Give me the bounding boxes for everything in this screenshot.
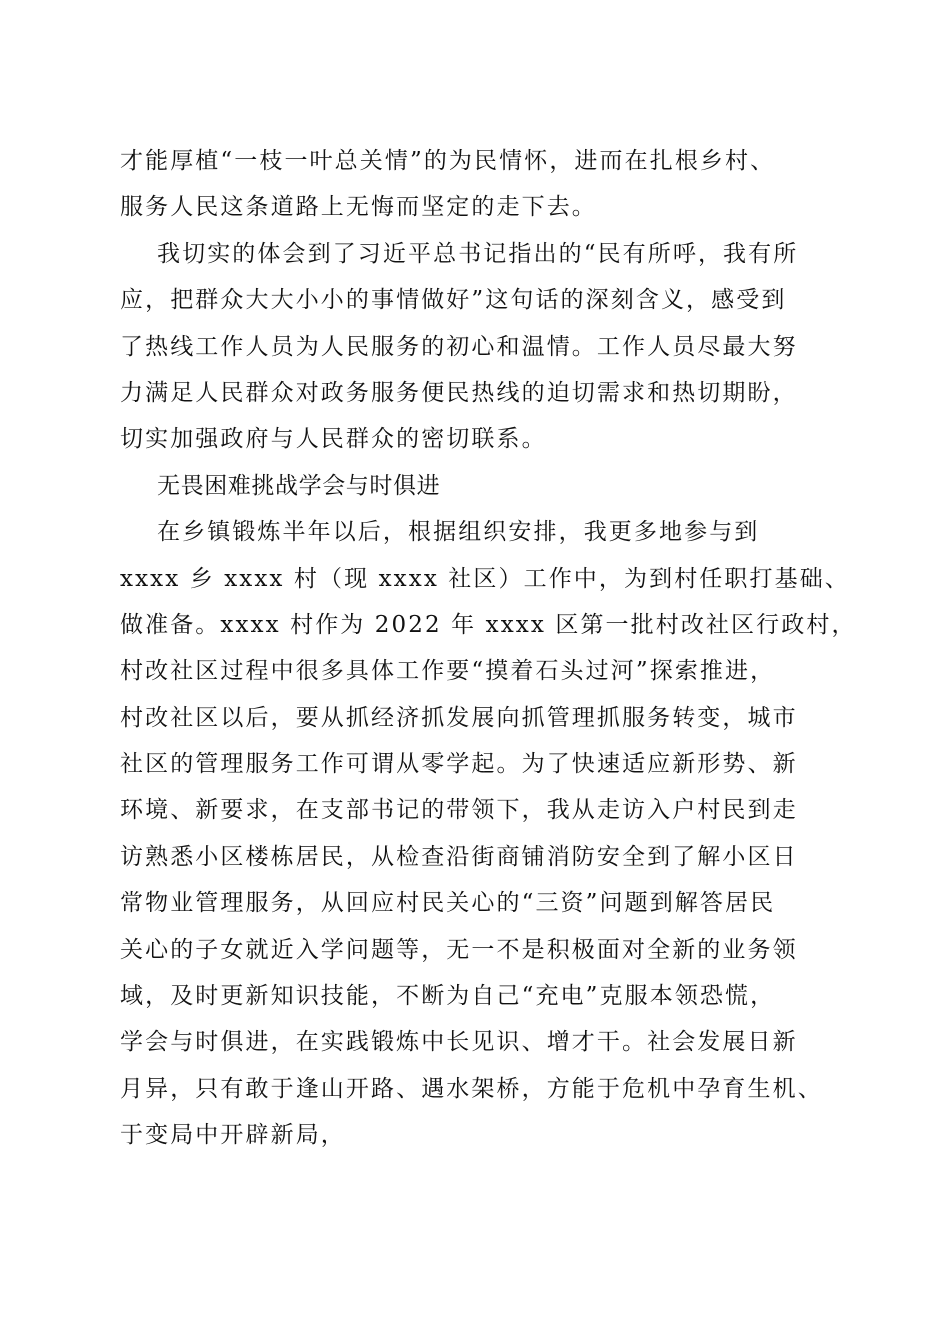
text-line-10: xxxx 乡 xxxx 村（现 xxxx 社区）工作中，为到村任职打基础、 [120, 565, 850, 592]
text-line-13: 村改社区以后，要从抓经济抓发展向抓管理抓服务转变，城市 [120, 704, 798, 731]
text-line-17: 常物业管理服务，从回应村民关心的“三资”问题到解答居民 [120, 890, 776, 917]
text-line-6: 力满足人民群众对政务服务便民热线的迫切需求和热切期盼， [120, 379, 798, 406]
text-line-14: 社区的管理服务工作可谓从零学起。为了快速适应新形势、新 [120, 751, 798, 778]
text-line-16: 访熟悉小区楼栋居民，从检查沿街商铺消防安全到了解小区日 [120, 843, 798, 870]
text-line-11: 做准备。xxxx 村作为 2022 年 xxxx 区第一批村改社区行政村， [120, 611, 857, 638]
section-heading: 无畏困难挑战学会与时俱进 [157, 472, 441, 499]
text-line-1: 才能厚植“一枝一叶总关情”的为民情怀，进而在扎根乡村、 [120, 148, 776, 174]
text-line-7: 切实加强政府与人民群众的密切联系。 [120, 426, 547, 453]
text-line-21: 月异，只有敢于逢山开路、遇水架桥，方能于危机中孕育生机、 [120, 1075, 823, 1102]
text-line-15: 环境、新要求，在支部书记的带领下，我从走访入户村民到走 [120, 797, 798, 824]
document-body [120, 138, 857, 1159]
text-line-2: 服务人民这条道路上无悔而坚定的走下去。 [120, 194, 597, 221]
text-line-19: 域，及时更新知识技能，不断为自己“充电”克服本领恐慌， [120, 983, 776, 1010]
text-line-4: 应，把群众大大小小的事情做好”这句话的深刻含义，感受到 [120, 287, 787, 314]
text-line-9: 在乡镇锻炼半年以后，根据组织安排，我更多地参与到 [157, 519, 760, 546]
text-line-20: 学会与时俱进，在实践锻炼中长见识、增才干。社会发展日新 [120, 1029, 798, 1056]
text-line-18: 关心的子女就近入学问题等，无一不是积极面对全新的业务领 [120, 936, 798, 963]
text-line-22: 于变局中开辟新局， [120, 1122, 346, 1149]
text-line-12: 村改社区过程中很多具体工作要“摸着石头过河”探索推进， [120, 658, 776, 685]
text-line-3: 我切实的体会到了习近平总书记指出的“民有所呼，我有所 [157, 240, 799, 267]
text-line-5: 了热线工作人员为人民服务的初心和温情。工作人员尽最大努 [120, 333, 798, 360]
